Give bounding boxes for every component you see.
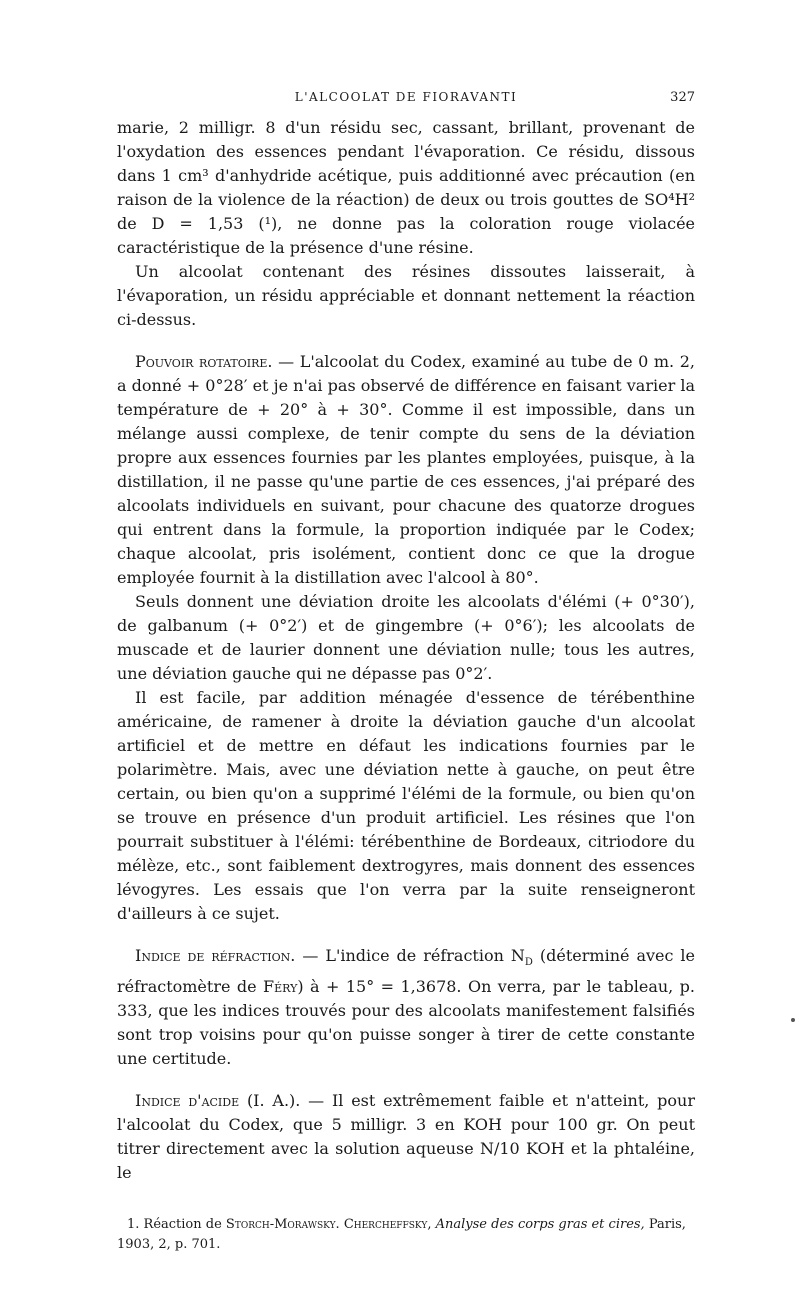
paragraph-terebenthine: Il est facile, par addition ménagée d'essence de térébenthine américaine, de ramener à droite la déviation gauche d'un alcoolat artificiel et de mettre en défaut les indications fournies par le polarimètre. Mais, avec une déviation nette à gauche, on peut être certain, ou bien qu'on a supprimé l'élémi de la formule, ou bien qu'on se trouve en présence d'un produit artificiel. Les résines que l'on pourrait substituer à l'élémi: térébenthine de Bordeaux, citriodore du mélèze, etc., sont faiblement dextrogyres, mais donnent des essences lévogyres. Les essais que l'on verra par la suite renseigneront d'ailleurs à ce sujet. [117,688,695,923]
section-text: (déterminé avec le réfractomètre de [117,946,696,997]
paragraph-resins: Un alcoolat contenant des résines dissoutes laisserait, à l'évaporation, un résidu appréciable et donnant nettement la réaction ci-dessus. [117,262,695,329]
print-speck [791,1018,795,1022]
author-name: Féry [263,977,298,997]
book-page [117,90,695,1255]
paragraph-residue: marie, 2 milligr. 8 d'un résidu sec, cassant, brillant, provenant de l'oxydation des essences pendant l'évaporation. Ce résidu, dissous dans 1 cm³ d'anhydride acétique, puis additionné avec précaution (en raison de la violence de la réaction) de deux ou trois gouttes de SO⁴H² de D = 1,53 (¹), ne donne pas la coloration rouge violacée caractéristique de la présence d'une résine. [117,118,695,257]
section-text: ) à + 15° = 1,3678. On verra, par le tableau, p. 333, que les indices trouvés pour des alcoolats manifestement falsifiés sont trop voisins pour qu'on puisse songer à tirer de cette constante une certitude. [117,977,696,1069]
footnote-title: Analyse des corps gras et cires, [435,1217,645,1233]
body-text [117,116,695,1185]
section-heading: Pouvoir rotatoire. [135,352,273,371]
section-text: (I. A.). — Il est extrêmement faible et n'atteint, pour l'alcoolat du Codex, que 5 milligr. 3 en KOH pour 100 gr. On peut titrer directement avec la solution aqueuse N/10 KOH et la phtaléine, le [117,1091,696,1183]
paragraph-deviation: Seuls donnent une déviation droite les alcoolats d'élémi (+ 0°30′), de galbanum (+ 0°2′) et de gingembre (+ 0°6′); les alcoolats de muscade et de laurier donnent une déviation nulle; tous les autres, une déviation gauche qui ne dépasse pas 0°2′. [117,592,695,683]
section-indice-acide [117,1089,695,1185]
running-title: L'ALCOOLAT DE FIORAVANTI [294,90,518,104]
section-pouvoir-rotatoire [117,350,695,590]
footnote-number: 1. [127,1217,140,1233]
section-text: — L'alcoolat du Codex, examiné au tube de 0 m. 2, a donné + 0°28′ et je n'ai pas observé de différence en faisant varier la température de + 20° à + 30°. Comme il est impossible, dans un mélange aussi complexe, de tenir compte du sens de la déviation propre aux essences fournies par les plantes employées, puisque, à la distillation, il ne passe qu'une partie de ces essences, j'ai préparé des alcoolats individuels en suivant, pour chacune des quatorze drogues qui entrent dans la formule, la proportion indiquée par le Codex; chaque alcoolat, pris isolément, contient donc ce que la drogue employée fournit à la distillation avec l'alcool à 80°. [117,352,695,587]
page-header [117,90,695,116]
footnote-text: Réaction de [139,1217,226,1233]
footnote-authors: Storch-Morawsky. Chercheffsky, [225,1217,432,1233]
section-heading: Indice de réfraction. [135,946,296,965]
section-text: — L'indice de réfraction N [295,946,525,965]
footnote-1 [117,1215,695,1255]
page-number: 327 [670,90,695,105]
subscript-d: D [524,957,533,969]
footnote-text: Paris, 1903, 2, p. 701. [117,1217,686,1253]
section-heading: Indice d'acide [135,1091,240,1111]
footnotes [117,1215,695,1255]
section-indice-refraction [117,944,695,1071]
